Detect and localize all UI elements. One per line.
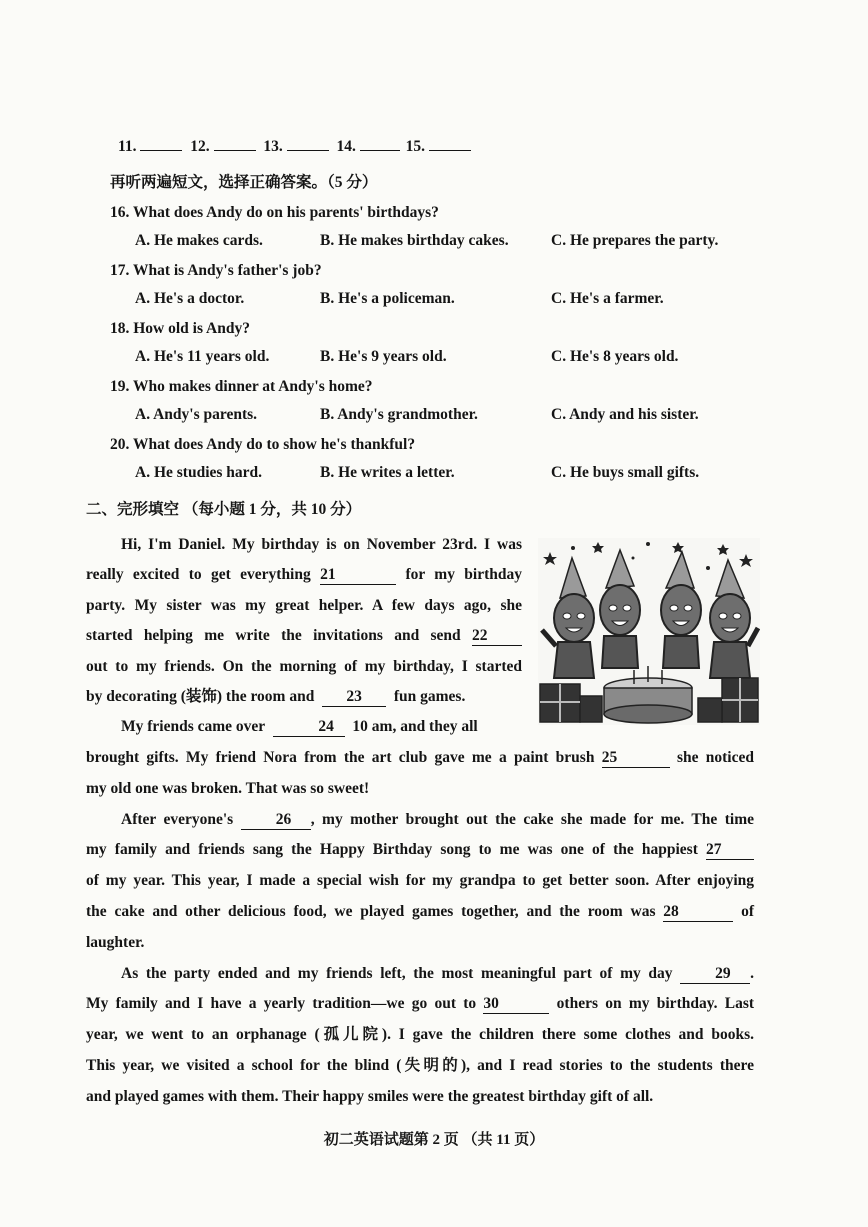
blank-21[interactable]: 21 — [320, 566, 396, 585]
cloze-paragraph-rest — [86, 743, 754, 1113]
option-16-b[interactable]: B. He makes birthday cakes. — [320, 232, 509, 249]
cloze-line: of my year. This year, I made a special wish for my grandpa to get better soon. After enjoying — [86, 872, 754, 890]
option-16-a[interactable]: A. He makes cards. — [135, 232, 263, 249]
cloze-line: the cake and other delicious food, we played games together, and the room was 28 of — [86, 902, 754, 920]
blank-25[interactable]: 25 — [602, 749, 670, 768]
answer-blank[interactable] — [140, 150, 182, 151]
option-18-b[interactable]: B. He's 9 years old. — [320, 348, 447, 365]
cloze-line: As the party ended and my friends left, the most meaningful part of my day 29 . — [121, 964, 754, 982]
option-19-c[interactable]: C. Andy and his sister. — [551, 406, 699, 423]
question-19: 19. Who makes dinner at Andy's home? — [110, 378, 373, 395]
blank-27[interactable]: 27 — [706, 841, 754, 860]
option-18-a[interactable]: A. He's 11 years old. — [135, 348, 270, 365]
cloze-line: brought gifts. My friend Nora from the art club gave me a paint brush 25 she noticed — [86, 749, 754, 766]
cloze-line: out to my friends. On the morning of my birthday, I started — [86, 657, 522, 675]
cloze-line: Hi, I'm Daniel. My birthday is on November 23rd. I was — [121, 536, 522, 553]
party-illustration — [538, 538, 760, 725]
option-20-c[interactable]: C. He buys small gifts. — [551, 464, 700, 481]
answer-blank[interactable] — [360, 150, 400, 151]
blank-24[interactable]: 24 — [273, 718, 345, 737]
cloze-line: My family and I have a yearly tradition—we go out to 30 others on my birthday. Last — [86, 995, 755, 1013]
option-17-b[interactable]: B. He's a policeman. — [320, 290, 455, 307]
answer-label: 14. — [336, 138, 356, 155]
question-20: 20. What does Andy do to show he's thankful? — [110, 436, 416, 453]
cloze-line: and played games with them. Their happy smiles were the greatest birthday gift of all. — [86, 1087, 654, 1105]
answer-label: 11. — [118, 138, 137, 155]
cloze-line: really excited to get everything 21 for my birthday — [86, 566, 523, 584]
option-20-b[interactable]: B. He writes a letter. — [320, 464, 455, 481]
cloze-line: my family and friends sang the Happy Birthday song to me was one of the happiest 27 — [86, 835, 754, 866]
option-19-a[interactable]: A. Andy's parents. — [135, 406, 258, 423]
listening-instruction: 再听两遍短文，选择正确答案。（5 分） — [110, 174, 378, 191]
option-18-c[interactable]: C. He's 8 years old. — [551, 348, 679, 365]
blank-26[interactable]: 26 — [241, 811, 311, 830]
cloze-line: started helping me write the invitations and send 22 — [86, 621, 522, 651]
cloze-line: laughter. — [86, 933, 145, 951]
answer-row — [118, 137, 471, 157]
cloze-line: party. My sister was my great helper. A few days ago, she — [86, 596, 522, 614]
option-17-a[interactable]: A. He's a doctor. — [135, 290, 245, 307]
answer-label: 12. — [190, 138, 210, 155]
answer-blank[interactable] — [214, 150, 256, 151]
cloze-line: After everyone's 26 , my mother brought out the cake she made for me. The time — [121, 810, 754, 828]
blank-23[interactable]: 23 — [322, 688, 386, 707]
cloze-line: my old one was broken. That was so sweet! — [86, 779, 370, 797]
page-footer: 初二英语试题第 2 页 （共 11 页） — [323, 1132, 545, 1148]
blank-30[interactable]: 30 — [483, 995, 549, 1014]
question-16: 16. What does Andy do on his parents' birthdays? — [110, 204, 439, 221]
cloze-paragraph-1 — [86, 530, 522, 743]
blank-28[interactable]: 28 — [663, 903, 733, 922]
question-18: 18. How old is Andy? — [110, 320, 250, 337]
answer-blank[interactable] — [287, 150, 329, 151]
option-19-b[interactable]: B. Andy's grandmother. — [320, 406, 478, 423]
question-17: 17. What is Andy's father's job? — [110, 262, 322, 279]
answer-blank[interactable] — [429, 150, 471, 151]
blank-22[interactable]: 22 — [472, 627, 522, 646]
cloze-line: by decorating (装饰) the room and 23 fun games. — [86, 688, 466, 706]
option-16-c[interactable]: C. He prepares the party. — [551, 232, 719, 249]
blank-29[interactable]: 29 — [680, 965, 750, 984]
cloze-line: This year, we visited a school for the blind (失明的), and I read stories to the students there — [86, 1056, 754, 1074]
option-20-a[interactable]: A. He studies hard. — [135, 464, 263, 481]
cloze-line: year, we went to an orphanage (孤儿院). I gave the children there some clothes and books. — [86, 1026, 754, 1044]
section-heading: 二、完形填空 （每小题 1 分，共 10 分） — [86, 501, 362, 518]
answer-label: 13. — [263, 138, 283, 155]
answer-label: 15. — [405, 138, 426, 155]
cloze-line: My friends came over 24 10 am, and they all — [121, 718, 478, 736]
option-17-c[interactable]: C. He's a farmer. — [551, 290, 664, 307]
